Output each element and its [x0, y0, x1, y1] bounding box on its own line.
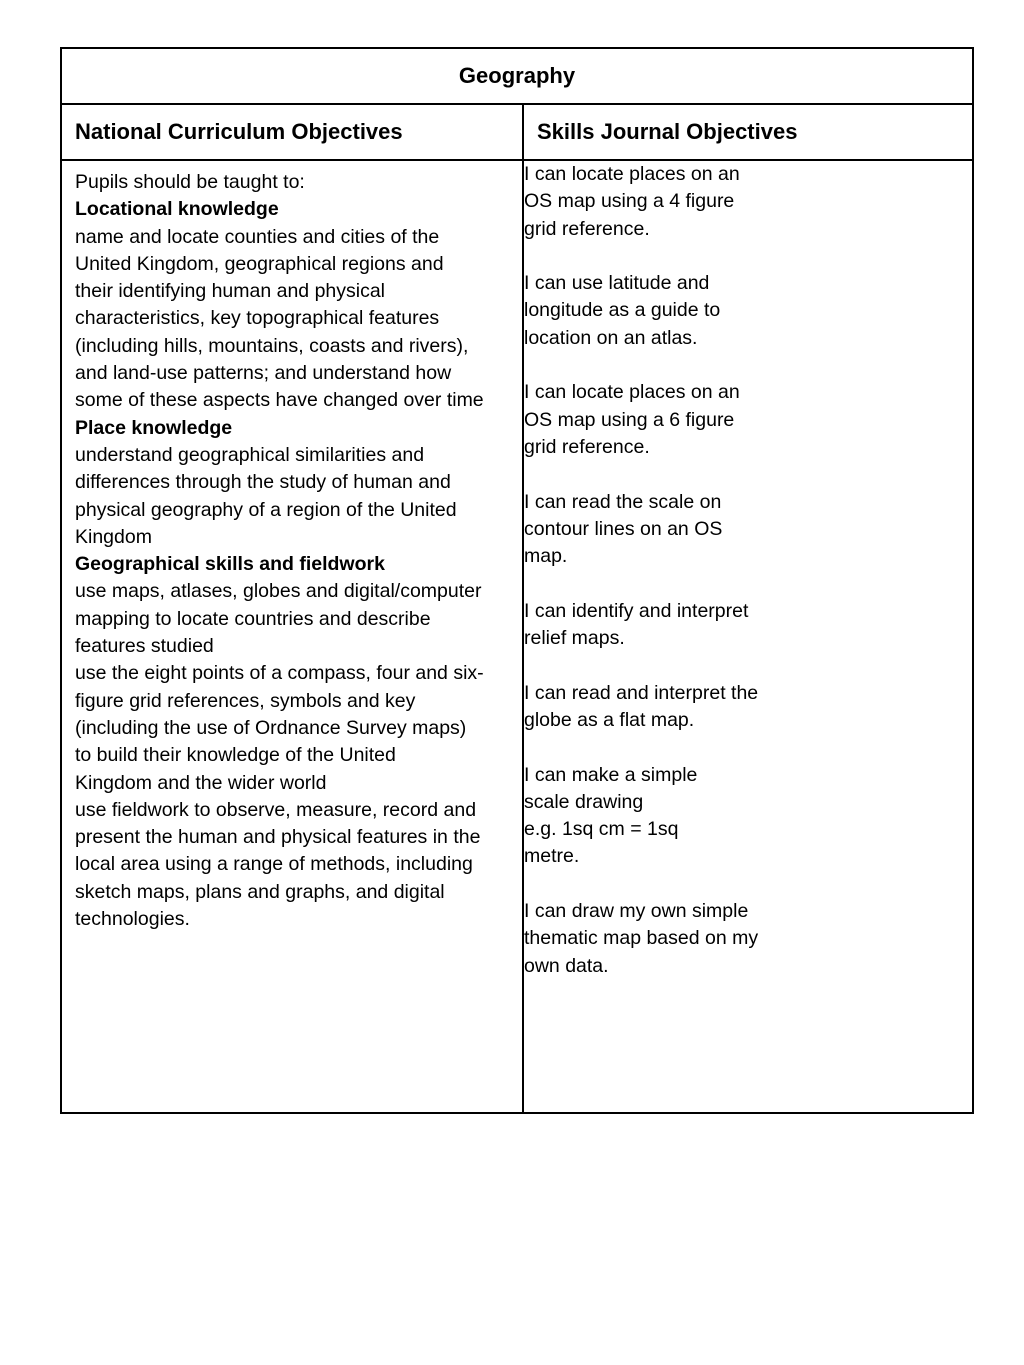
- skill-objective-line: grid reference.: [524, 217, 650, 240]
- curriculum-text-line: use maps, atlases, globes and digital/computer: [75, 580, 482, 603]
- skill-objective-line: thematic map based on my: [524, 927, 759, 950]
- curriculum-section-heading: Locational knowledge: [75, 198, 279, 221]
- curriculum-section-heading: Place knowledge: [75, 416, 233, 439]
- skill-objective-line: own data.: [524, 954, 609, 977]
- skill-objective: [524, 762, 964, 871]
- curriculum-text-line: mapping to locate countries and describe: [75, 607, 431, 630]
- skill-objective-line: I can identify and interpret: [524, 599, 749, 622]
- skill-objective-line: I can draw my own simple: [524, 900, 749, 923]
- skill-objective-line: I can use latitude and: [524, 272, 710, 295]
- skill-objective-line: globe as a flat map.: [524, 708, 695, 731]
- skill-objective-line: contour lines on an OS: [524, 517, 723, 540]
- curriculum-column-header: National Curriculum Objectives: [75, 119, 403, 144]
- skill-objective-line: OS map using a 6 figure: [524, 408, 735, 431]
- curriculum-section-heading: Geographical skills and fieldwork: [75, 553, 385, 576]
- curriculum-objectives: [75, 169, 515, 933]
- skill-objective: [524, 489, 964, 571]
- curriculum-text-line: (including the use of Ordnance Survey maps): [75, 716, 467, 739]
- curriculum-text-line: Kingdom: [75, 525, 152, 548]
- header-row: [62, 105, 972, 161]
- curriculum-text-line: technologies.: [75, 908, 190, 931]
- curriculum-text-line: characteristics, key topographical features: [75, 307, 440, 330]
- skill-objective-line: I can locate places on an: [524, 163, 740, 185]
- curriculum-text-line: their identifying human and physical: [75, 280, 386, 303]
- skill-objective-line: I can read the scale on: [524, 490, 722, 513]
- skill-objective-line: longitude as a guide to: [524, 299, 721, 322]
- skills-objectives: [524, 161, 964, 1007]
- skill-objective: [524, 379, 964, 461]
- curriculum-sections: [75, 196, 515, 933]
- skill-objective: [524, 898, 964, 980]
- skill-objective-line: I can locate places on an: [524, 381, 740, 404]
- skill-objective-line: location on an atlas.: [524, 326, 698, 349]
- skill-objective-line: e.g. 1sq cm = 1sq: [524, 818, 679, 841]
- skill-objective-line: metre.: [524, 845, 580, 868]
- skill-objective-line: I can make a simple: [524, 763, 698, 786]
- page-title: Geography: [458, 63, 576, 88]
- curriculum-text-line: (including hills, mountains, coasts and rivers),: [75, 334, 469, 357]
- curriculum-text-line: figure grid references, symbols and key: [75, 689, 416, 712]
- curriculum-text-line: differences through the study of human and: [75, 471, 451, 494]
- skill-objective-line: relief maps.: [524, 627, 625, 650]
- skill-objective-line: map.: [524, 545, 568, 568]
- skill-objective: [524, 598, 964, 653]
- curriculum-text-line: present the human and physical features in the: [75, 826, 481, 849]
- curriculum-text-line: some of these aspects have changed over time: [75, 389, 484, 412]
- curriculum-text-line: physical geography of a region of the United: [75, 498, 457, 521]
- skill-objective-line: I can read and interpret the: [524, 681, 759, 704]
- curriculum-text-line: use fieldwork to observe, measure, record and: [75, 798, 477, 821]
- curriculum-text-line: local area using a range of methods, including: [75, 853, 473, 876]
- skill-objective-line: scale drawing: [524, 790, 644, 813]
- curriculum-text-line: and land-use patterns; and understand how: [75, 362, 452, 385]
- curriculum-text-line: sketch maps, plans and graphs, and digital: [75, 880, 445, 903]
- curriculum-intro: Pupils should be taught to:: [75, 171, 305, 193]
- skill-objective: [524, 161, 964, 243]
- curriculum-text-line: to build their knowledge of the United: [75, 744, 396, 767]
- curriculum-text-line: Kingdom and the wider world: [75, 771, 327, 794]
- objectives-table: [60, 47, 974, 1114]
- skill-objective: [524, 680, 964, 735]
- skill-objective: [524, 270, 964, 352]
- skill-objective-line: OS map using a 4 figure: [524, 190, 735, 213]
- curriculum-text-line: understand geographical similarities and: [75, 443, 425, 466]
- curriculum-text-line: features studied: [75, 635, 214, 658]
- title-row: [62, 49, 972, 105]
- skills-column-header: Skills Journal Objectives: [537, 119, 798, 144]
- curriculum-text-line: United Kingdom, geographical regions and: [75, 252, 444, 275]
- skill-objective-line: grid reference.: [524, 435, 650, 458]
- curriculum-text-line: use the eight points of a compass, four and six-: [75, 662, 484, 685]
- curriculum-text-line: name and locate counties and cities of the: [75, 225, 440, 248]
